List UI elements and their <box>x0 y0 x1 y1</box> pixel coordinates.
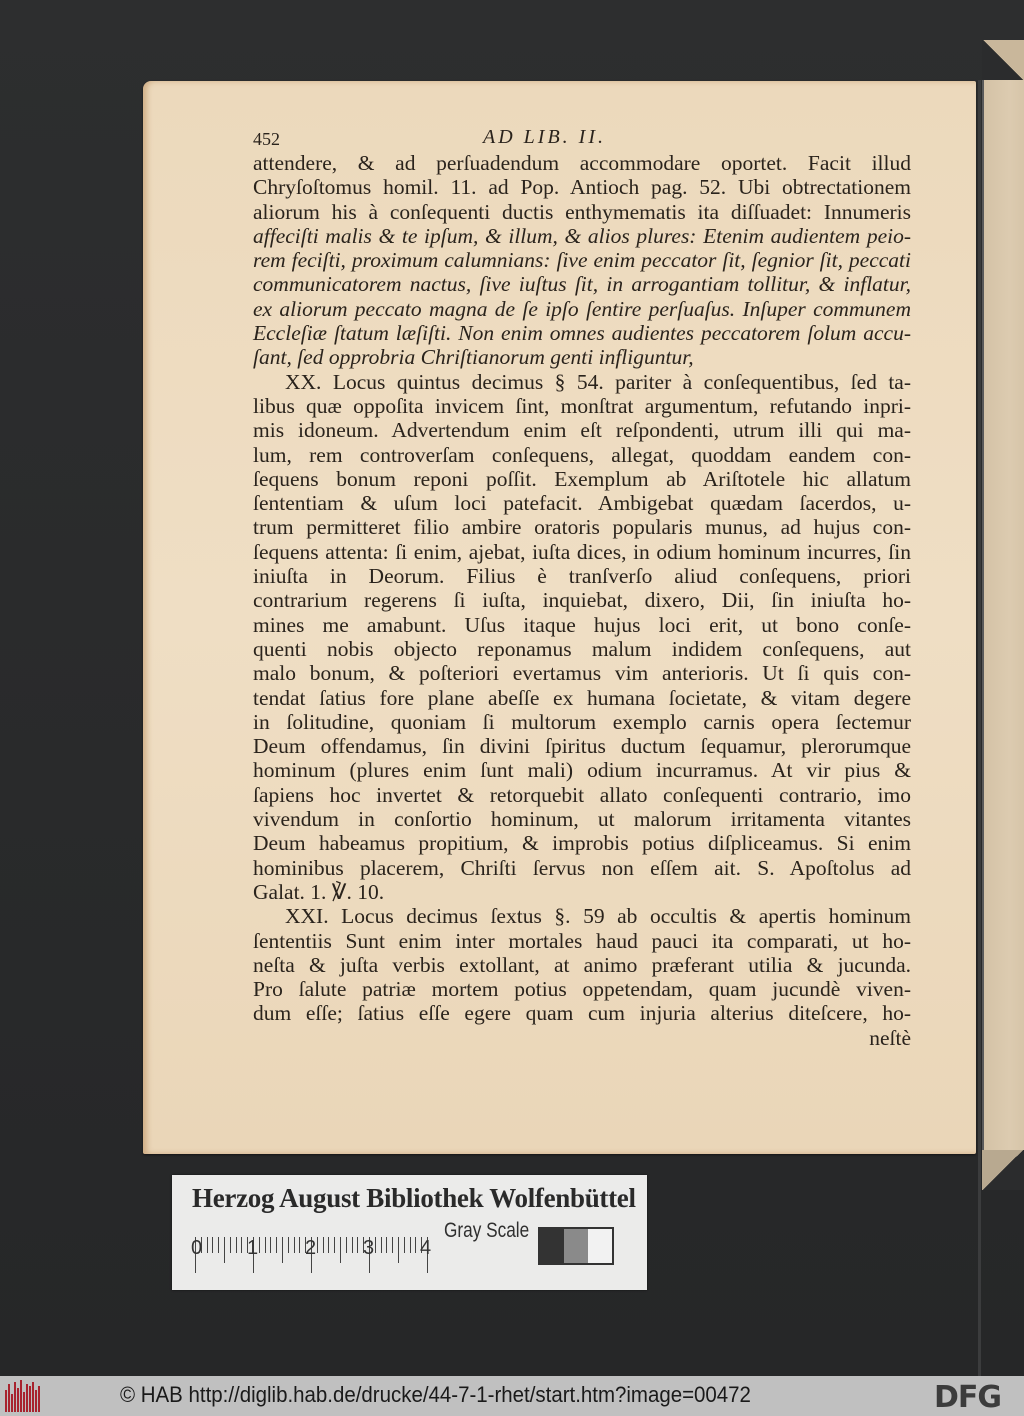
facing-page-corner <box>982 1150 1024 1190</box>
text-line: lum, rem controverſam conſequens, allegat, quoddam eandem con- <box>253 442 911 467</box>
ruler-tick <box>282 1237 283 1263</box>
text-line: ſapiens hoc invertet & retorquebit allato conſequenti contrario, imo <box>253 782 911 807</box>
ruler-tick <box>415 1237 416 1253</box>
logo-bar <box>38 1386 40 1412</box>
text-line: dum eſſe; ſatius eſſe egere quam cum injuria alterius diteſcere, ho- <box>253 1001 911 1026</box>
ruler-number: 0 <box>191 1237 203 1259</box>
ruler-tick <box>265 1237 266 1253</box>
text-line: Galat. 1. ℣. 10. <box>253 879 385 904</box>
text-line: ſant, ſed opprobria Chriſtianorum genti infliguntur, <box>253 345 694 370</box>
text-line: rem feciſti, proximum calumnians: ſive enim peccator ſit, ſegnior ſit, peccati <box>253 248 911 273</box>
ruler-tick <box>224 1237 225 1263</box>
ruler-tick <box>288 1237 289 1253</box>
text-line: mines me amabunt. Uſus itaque hujus loci erit, ut bono conſe- <box>253 612 911 637</box>
ruler-tick <box>259 1237 260 1253</box>
logo-bar <box>29 1386 31 1412</box>
ruler-tick <box>299 1237 300 1253</box>
text-line: Pro ſalute patriæ mortem potius oppetendam, quam jucundè viven- <box>253 977 911 1002</box>
page-header <box>253 125 911 151</box>
book-gutter <box>978 80 981 1380</box>
text-line: quenti nobis objecto reponamus malum indidem conſequens, aut <box>253 636 911 661</box>
text-line: affeciſti malis & te ipſum, & illum, & alios plures: Etenim audientem peio- <box>253 223 911 248</box>
text-line: communicatorem nactus, ſive iuſtus ſit, in arrogantiam tollitur, & inflatur, <box>253 272 911 297</box>
ruler-tick <box>323 1237 324 1253</box>
dfg-logo: DFG <box>934 1380 1002 1415</box>
ruler-tick <box>398 1237 399 1263</box>
logo-bar <box>14 1382 16 1412</box>
text-line: mis idoneum. Advertendum enim eſt reſpondenti, utrum illi qui ma- <box>253 418 911 443</box>
gray-scale-swatches <box>538 1227 614 1265</box>
logo-bar <box>32 1382 34 1412</box>
ruler-tick <box>212 1237 213 1253</box>
ruler-tick <box>334 1237 335 1253</box>
text-line: Deum offendamus, ſin divini ſpiritus ductum ſequamur, plerorumque <box>253 734 911 759</box>
logo-bar <box>26 1384 28 1412</box>
running-head: AD LIB. II. <box>483 126 606 148</box>
text-line: neſta & juſta verbis extollant, at animo præferant utilia & jucunda. <box>253 952 911 977</box>
swatch-light <box>588 1229 612 1263</box>
text-line: aliorum his à conſequenti ductis enthymematis ita diſſuadet: Innumeris <box>253 199 911 224</box>
logo-bar <box>17 1388 19 1412</box>
text-line: XX. Locus quintus decimus § 54. pariter à conſequentibus, ſed ta- <box>285 369 911 394</box>
ruler-tick <box>340 1237 341 1263</box>
page-text <box>253 125 911 1050</box>
ruler-tick <box>352 1237 353 1253</box>
text-line: iniuſta in Deorum. Filius è tranſverſo aliud conſequens, priori <box>253 564 911 589</box>
ruler-number: 4 <box>420 1237 432 1259</box>
footer-bar <box>0 1376 1024 1416</box>
library-color-target <box>172 1175 647 1290</box>
ruler-tick <box>294 1237 295 1253</box>
text-line: hominum (plures enim ſunt mali) odium incurramus. At vir pius & <box>253 758 911 783</box>
gray-scale-label: Gray Scale <box>444 1219 530 1242</box>
ruler-number: 3 <box>363 1237 375 1259</box>
text-line: libus quæ oppoſita invicem ſint, monſtrat argumentum, refutando inpri- <box>253 393 911 418</box>
text-line: attendere, & ad perſuadendum accommodare oportet. Facit illud <box>253 151 911 175</box>
text-lines <box>253 151 911 1050</box>
ruler-tick <box>386 1237 387 1253</box>
page-number: 452 <box>253 129 280 149</box>
text-line: ex aliorum peccato magna de ſe ipſo ſentire perſuaſus. Inſuper communem <box>253 296 911 321</box>
ruler-number: 2 <box>305 1237 317 1259</box>
library-name: Herzog August Bibliothek Wolfenbüttel <box>192 1183 636 1213</box>
text-line: neſtè <box>869 1025 911 1050</box>
text-line: Deum habeamus propitium, & improbis potius diſpliceamus. Si enim <box>253 831 911 856</box>
text-line: ſententiam & uſum loci patefacit. Ambigebat quædam ſacerdos, u- <box>253 491 911 516</box>
ruler-tick <box>392 1237 393 1253</box>
facing-page-corner <box>982 40 1024 80</box>
text-line: ſententiis Sunt enim inter mortales haud pauci ita comparati, ut ho- <box>253 928 911 953</box>
logo-bar <box>23 1392 25 1412</box>
ruler-tick <box>381 1237 382 1253</box>
ruler-tick <box>230 1237 231 1253</box>
ruler-tick <box>241 1237 242 1253</box>
text-line: in ſolitudine, quoniam ſi multorum exemplo carnis opera ſectemur <box>253 709 911 734</box>
text-line: contrarium regerens ſi iuſta, inquiebat, dixero, Dii, ſin iniuſta ho- <box>253 588 911 613</box>
text-line: hominibus placerem, Chriſti ſervus non eſſem ait. S. Apoſtolus ad <box>253 855 911 880</box>
ruler-tick <box>346 1237 347 1253</box>
ruler-tick <box>218 1237 219 1253</box>
ruler-tick <box>270 1237 271 1253</box>
ruler-tick <box>317 1237 318 1253</box>
text-line: Eccleſiæ ſtatum læſiſti. Non enim omnes audientes peccatorem ſolum accu- <box>253 321 911 346</box>
text-line: Chryſoſtomus homil. 11. ad Pop. Antioch pag. 52. Ubi obtrectationem <box>253 175 911 200</box>
text-line: XXI. Locus decimus ſextus §. 59 ab occultis & apertis hominum <box>285 904 911 929</box>
hab-logo-icon <box>5 1380 43 1412</box>
ruler-number: 1 <box>247 1237 259 1259</box>
ruler-tick <box>236 1237 237 1253</box>
text-line: tendat ſatius fore plane abeſſe ex humana ſocietate, & vitam degere <box>253 685 911 710</box>
text-line: vivendum in conſortio hominum, ut malorum irritamenta vitantes <box>253 807 911 832</box>
logo-bar <box>11 1394 13 1412</box>
copyright-link[interactable]: © HAB http://diglib.hab.de/drucke/44-7-1-rhet/start.htm?image=00472 <box>120 1382 751 1407</box>
ruler-tick <box>357 1237 358 1253</box>
logo-bar <box>35 1390 37 1412</box>
ruler-tick <box>375 1237 376 1253</box>
text-line: trum permitteret filio ambire oratoris popularis munus, ad hujus con- <box>253 515 911 540</box>
ruler-tick <box>410 1237 411 1253</box>
ruler-tick <box>207 1237 208 1253</box>
text-line: malo bonum, & poſteriori evertamus vim anterioris. Ut ſi quis con- <box>253 661 911 686</box>
ruler-tick <box>328 1237 329 1253</box>
swatch-dark <box>540 1229 564 1263</box>
text-line: ſequens bonum reponi poſſit. Exemplum ab Ariſtotele hic allatum <box>253 466 911 491</box>
swatch-mid <box>564 1229 588 1263</box>
text-line: ſequens attenta: ſi enim, ajebat, iuſta dices, in odium hominum incurres, ſin <box>253 539 911 564</box>
facing-page-edge <box>982 80 1024 1150</box>
logo-bar <box>20 1380 22 1412</box>
ruler-tick <box>276 1237 277 1253</box>
logo-bar <box>8 1384 10 1412</box>
logo-bar <box>5 1390 7 1412</box>
ruler-tick <box>404 1237 405 1253</box>
